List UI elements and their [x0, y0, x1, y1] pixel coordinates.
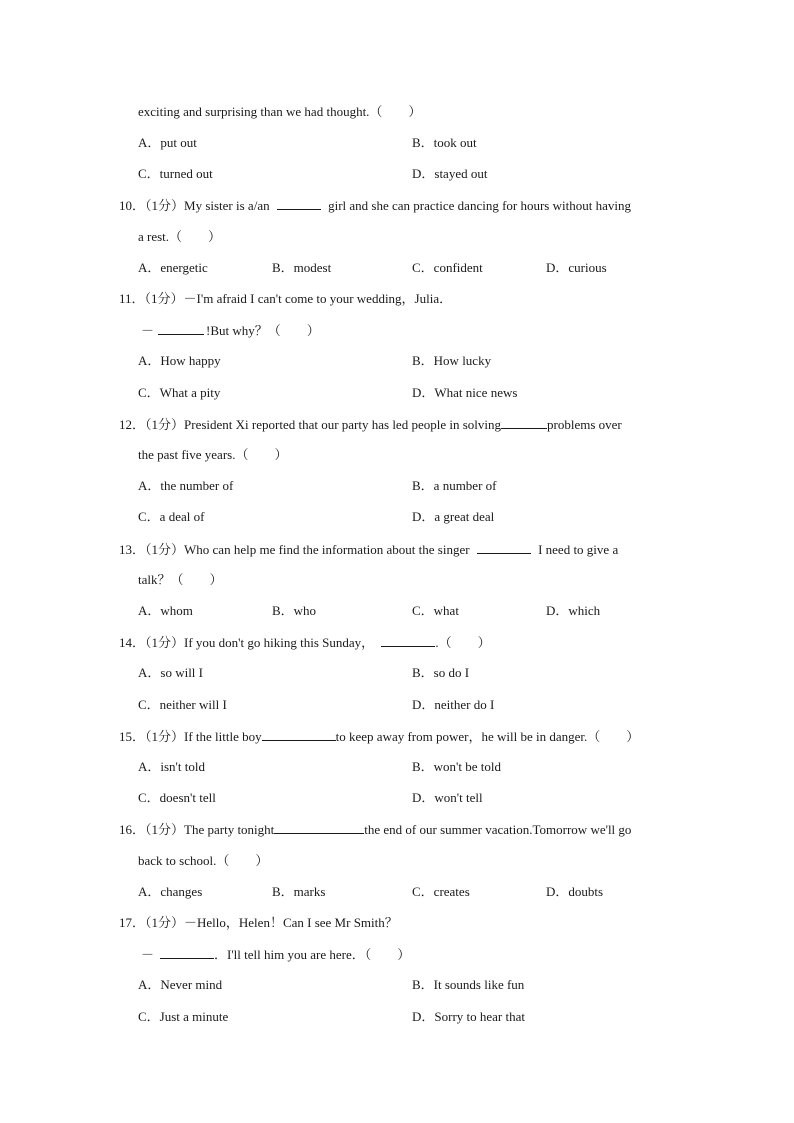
q10-options-row: [0, 260, 794, 276]
q16-stem-line-1: [119, 821, 631, 837]
q11-option-d[interactable]: [412, 385, 517, 401]
q13-stem-b: I need to give a: [538, 542, 619, 557]
option-text: It sounds like fun: [433, 977, 525, 992]
q10-stem-b: girl and she can practice dancing for hours without having: [328, 198, 631, 213]
q14-blank: [381, 634, 435, 647]
q11-blank: [158, 322, 204, 335]
q13-option-c[interactable]: [412, 603, 459, 619]
q9-stem-text: exciting and surprising than we had thought.（ ）: [138, 104, 422, 119]
q17-stem-line-2: [141, 946, 410, 962]
option-text: doubts: [568, 884, 604, 899]
option-text: creates: [433, 884, 470, 899]
q17-option-b[interactable]: [412, 977, 524, 993]
option-label: D．: [546, 260, 569, 275]
q10-option-b[interactable]: [272, 260, 331, 276]
q10-number: 10．（1分）: [119, 198, 185, 213]
q10-stem-line-2: [138, 229, 221, 245]
q12-option-a[interactable]: [138, 478, 233, 494]
q11-options-row-1: [0, 353, 794, 369]
option-text: so do I: [433, 665, 470, 680]
option-text: energetic: [160, 260, 208, 275]
q16-option-c[interactable]: [412, 884, 470, 900]
option-label: D．: [412, 1009, 435, 1024]
q10-stem-line-1: [119, 197, 631, 213]
q17-stem-b: ．I'll tell him you are here．（ ）: [214, 947, 411, 962]
q11-number: 11．（1分）: [119, 291, 184, 306]
q12-stem-line-1: [119, 416, 622, 432]
q11-option-c[interactable]: [138, 385, 220, 401]
option-label: A．: [138, 478, 161, 493]
q12-blank: [501, 416, 547, 429]
q15-options-row-1: [0, 759, 794, 775]
q13-options-row: [0, 603, 794, 619]
q12-stem-line-2: [138, 447, 287, 463]
q9-option-b[interactable]: [412, 135, 477, 151]
option-label: B．: [272, 603, 294, 618]
q11-stem-line-1: [119, 291, 452, 307]
q10-stem-c: a rest.（ ）: [138, 229, 222, 244]
q17-stem-line-1: [119, 915, 398, 931]
q12-option-b[interactable]: [412, 478, 496, 494]
q15-stem-b: to keep away from power，he will be in danger.（ ）: [335, 729, 640, 744]
q15-options-row-2: [0, 790, 794, 806]
q15-option-c[interactable]: [138, 790, 216, 806]
q12-option-c[interactable]: [138, 509, 204, 525]
q16-option-d[interactable]: [546, 884, 603, 900]
q15-option-a[interactable]: [138, 759, 205, 775]
option-text: won't tell: [434, 790, 483, 805]
q13-option-a[interactable]: [138, 603, 193, 619]
option-text: changes: [160, 884, 203, 899]
q14-number: 14．（1分）: [119, 635, 185, 650]
q11-options-row-2: [0, 385, 794, 401]
q12-stem-b: problems over: [547, 417, 622, 432]
q13-blank: [477, 541, 531, 554]
q15-stem-a: If the little boy: [184, 729, 262, 744]
option-label: A．: [138, 977, 161, 992]
q17-option-a[interactable]: [138, 977, 222, 993]
option-label: A．: [138, 884, 161, 899]
q14-option-b[interactable]: [412, 665, 469, 681]
option-label: D．: [546, 603, 569, 618]
option-label: C．: [412, 603, 434, 618]
q12-options-row-1: [0, 478, 794, 494]
option-label: D．: [412, 697, 435, 712]
q13-stem-c: talk？（ ）: [138, 572, 223, 587]
q9-options-row-1: [0, 135, 794, 151]
option-text: stayed out: [434, 166, 488, 181]
option-text: took out: [433, 135, 477, 150]
option-text: turned out: [159, 166, 213, 181]
q13-stem-a: Who can help me find the information about the singer: [184, 542, 470, 557]
q11-stem-b: !But why？（ ）: [206, 323, 320, 338]
option-text: a number of: [433, 478, 497, 493]
q12-number: 12．（1分）: [119, 417, 185, 432]
q14-option-c[interactable]: [138, 697, 227, 713]
q17-stem-a: －Hello，Helen！Can I see Mr Smith？: [184, 915, 398, 930]
q17-option-d[interactable]: [412, 1009, 525, 1025]
option-text: what: [433, 603, 459, 618]
option-label: B．: [412, 977, 434, 992]
q9-option-c[interactable]: [138, 166, 213, 182]
q10-option-c[interactable]: [412, 260, 483, 276]
option-label: C．: [138, 166, 160, 181]
option-text: How lucky: [433, 353, 492, 368]
option-text: which: [568, 603, 601, 618]
q12-option-d[interactable]: [412, 509, 494, 525]
q11-option-b[interactable]: [412, 353, 491, 369]
q11-stem-a: －I'm afraid I can't come to your wedding，Julia．: [183, 291, 453, 306]
option-label: D．: [412, 790, 435, 805]
option-text: How happy: [160, 353, 221, 368]
option-text: Just a minute: [159, 1009, 229, 1024]
q13-number: 13．（1分）: [119, 542, 185, 557]
q9-option-d[interactable]: [412, 166, 487, 182]
option-label: D．: [412, 509, 435, 524]
option-label: C．: [138, 790, 160, 805]
q17-number: 17．（1分）: [119, 915, 185, 930]
option-text: Never mind: [160, 977, 223, 992]
q9-options-row-2: [0, 166, 794, 182]
option-text: the number of: [160, 478, 234, 493]
q15-blank: [262, 728, 336, 741]
option-label: C．: [412, 260, 434, 275]
option-label: C．: [138, 1009, 160, 1024]
q13-stem-line-1: [119, 541, 618, 557]
option-text: curious: [568, 260, 607, 275]
q15-option-d[interactable]: [412, 790, 483, 806]
q16-stem-b: the end of our summer vacation.Tomorrow we'll go: [364, 822, 632, 837]
q17-dash: －: [141, 947, 155, 962]
option-label: D．: [412, 166, 435, 181]
option-label: A．: [138, 260, 161, 275]
q17-options-row-2: [0, 1009, 794, 1025]
option-label: A．: [138, 603, 161, 618]
q12-options-row-2: [0, 509, 794, 525]
q16-option-a[interactable]: [138, 884, 202, 900]
option-text: neither do I: [434, 697, 495, 712]
option-text: who: [293, 603, 317, 618]
q17-options-row-1: [0, 977, 794, 993]
q14-options-row-2: [0, 697, 794, 713]
option-text: whom: [160, 603, 193, 618]
q12-stem-a: President Xi reported that our party has led people in solving: [184, 417, 501, 432]
option-text: Sorry to hear that: [434, 1009, 526, 1024]
q16-stem-a: The party tonight: [184, 822, 275, 837]
q15-stem-line-1: [119, 728, 639, 744]
option-label: A．: [138, 759, 161, 774]
q14-options-row-1: [0, 665, 794, 681]
q12-stem-c: the past five years.（ ）: [138, 447, 288, 462]
option-text: What nice news: [434, 385, 518, 400]
q13-stem-line-2: [138, 572, 223, 588]
q14-option-d[interactable]: [412, 697, 494, 713]
q11-dash: －: [141, 323, 155, 338]
option-text: a great deal: [434, 509, 495, 524]
q14-stem-b: .（ ）: [435, 635, 491, 650]
option-label: A．: [138, 665, 161, 680]
q15-number: 15．（1分）: [119, 729, 185, 744]
q16-stem-c: back to school.（ ）: [138, 853, 269, 868]
q16-stem-line-2: [138, 853, 268, 869]
q14-option-a[interactable]: [138, 665, 203, 681]
option-text: modest: [293, 260, 332, 275]
q11-stem-line-2: [141, 322, 320, 338]
q14-stem-a: If you don't go hiking this Sunday，: [184, 635, 375, 650]
option-label: D．: [412, 385, 435, 400]
q11-option-a[interactable]: [138, 353, 221, 369]
q9-option-a[interactable]: [138, 135, 197, 151]
option-label: B．: [412, 665, 434, 680]
option-label: C．: [138, 697, 160, 712]
q16-blank: [274, 821, 364, 834]
option-text: isn't told: [160, 759, 205, 774]
q16-option-b[interactable]: [272, 884, 325, 900]
q16-options-row: [0, 884, 794, 900]
option-text: so will I: [160, 665, 204, 680]
option-label: B．: [272, 260, 294, 275]
option-label: C．: [138, 385, 160, 400]
option-label: C．: [138, 509, 160, 524]
option-text: doesn't tell: [159, 790, 216, 805]
q15-option-b[interactable]: [412, 759, 501, 775]
option-text: What a pity: [159, 385, 221, 400]
q10-option-a[interactable]: [138, 260, 208, 276]
q10-option-d[interactable]: [546, 260, 607, 276]
option-text: marks: [293, 884, 326, 899]
option-text: neither will I: [159, 697, 227, 712]
option-label: B．: [412, 759, 434, 774]
option-label: C．: [412, 884, 434, 899]
option-label: B．: [412, 135, 434, 150]
q14-stem-line-1: [119, 634, 491, 650]
option-label: B．: [272, 884, 294, 899]
option-label: A．: [138, 135, 161, 150]
q10-blank: [277, 197, 321, 210]
option-label: D．: [546, 884, 569, 899]
q13-option-d[interactable]: [546, 603, 600, 619]
option-text: won't be told: [433, 759, 502, 774]
option-text: put out: [160, 135, 197, 150]
q17-option-c[interactable]: [138, 1009, 228, 1025]
option-text: confident: [433, 260, 483, 275]
option-label: B．: [412, 353, 434, 368]
option-text: a deal of: [159, 509, 205, 524]
option-label: B．: [412, 478, 434, 493]
q10-stem-a: My sister is a/an: [184, 198, 270, 213]
q17-blank: [160, 946, 214, 959]
q16-number: 16．（1分）: [119, 822, 185, 837]
q9-stem: [138, 104, 421, 120]
q13-option-b[interactable]: [272, 603, 316, 619]
option-label: A．: [138, 353, 161, 368]
